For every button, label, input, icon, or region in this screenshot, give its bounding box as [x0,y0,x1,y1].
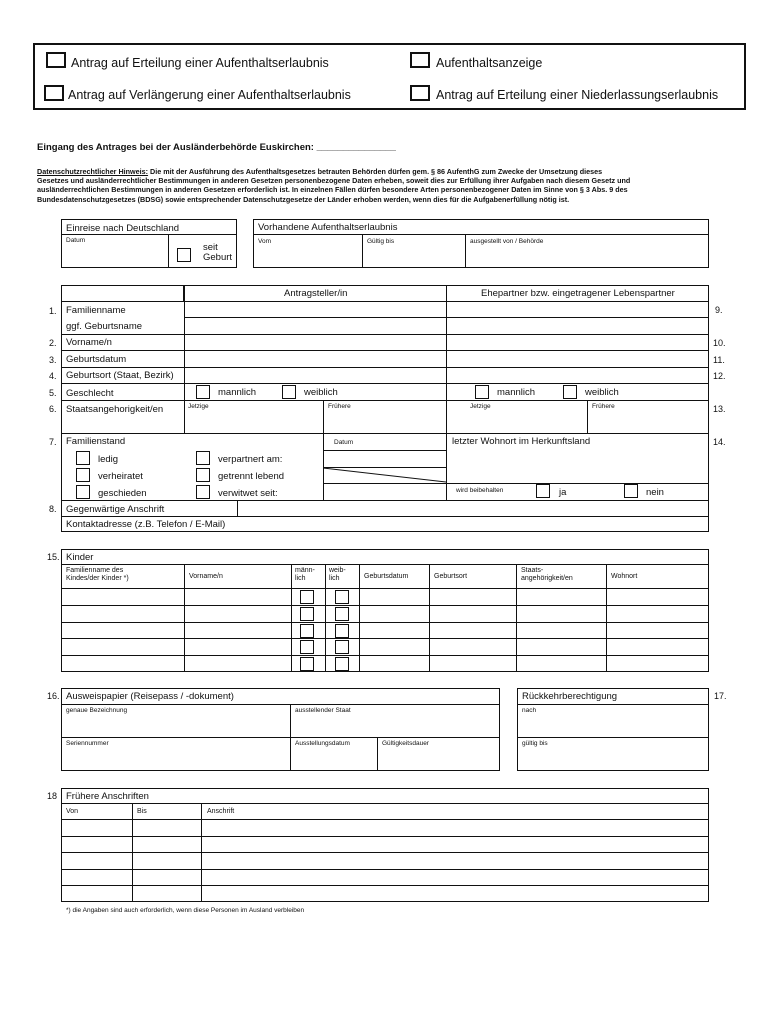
num-6: 6. [49,404,57,414]
num-12: 12. [713,371,726,381]
kinder-col-maennlich-b: lich [295,575,306,582]
getrennt-label: getrennt lebend [218,471,285,482]
partner-jetzige: Jetzige [470,403,491,410]
num-3: 3. [49,355,57,365]
vorhandene-title: Vorhandene Aufenthaltserlaubnis [258,222,398,233]
ausweis-datum: Ausstellungsdatum [295,740,350,747]
checkbox-verlaengerung[interactable] [44,85,64,101]
checkbox-ledig[interactable] [76,451,90,465]
num-5: 5. [49,388,57,398]
antrag-maennlich-label: mannlich [218,387,257,398]
geburt-label: Geburt [203,252,233,263]
ausweis-seriennummer: Seriennummer [66,740,109,747]
seit-label: seit [203,242,218,253]
datenschutz-hinweis [37,167,733,204]
verwitwet-label: verwitwet seit: [218,488,278,499]
einreise-title: Einreise nach Deutschland [66,223,180,234]
geschieden-label: geschieden [98,488,147,499]
datenschutz-line3: ausländerrechtlichen Bestimmungen in anderen Gesetzen erforderlich ist. In einzelnen Fällen dürfen besondere Arten personenbezogener Daten im Sinne von § 3 Abs. 9 des [37,185,628,195]
eingang-line: Eingang des Antrages bei der Ausländerbehörde Euskirchen: _______________ [37,142,396,153]
label-verlaengerung: Antrag auf Verlängerung einer Aufenthaltserlaubnis [68,88,351,102]
num-9: 9. [715,305,723,315]
label-geschlecht: Geschlecht [66,388,114,399]
gueltig-bis-label: Gültig bis [367,238,395,245]
col-bis: Bis [137,808,147,815]
checkbox-verpartnert[interactable] [196,451,210,465]
checkbox-antrag-weiblich[interactable] [282,385,296,399]
num-17: 17. [714,691,727,701]
label-erteilung: Antrag auf Erteilung einer Aufenthaltserlaubnis [71,56,329,70]
label-geburtsname: ggf. Geburtsname [66,321,143,332]
kind5-weiblich-checkbox[interactable] [335,657,349,671]
col-antragsteller: Antragsteller/in [284,288,348,299]
nein-label: nein [646,487,664,498]
datenschutz-line4: Bundesdatenschutzgesetzes (BDSG) sowie entsprechender Datenschutzgesetze der Länder erhoben werden, wenn dies für die Aufgabenerfüllung nötig ist. [37,194,570,204]
kinder-col-staat-a: Staats- [521,567,544,574]
num-2: 2. [49,338,57,348]
kind4-maennlich-checkbox[interactable] [300,640,314,654]
vom-label: Vom [258,238,272,245]
num-4: 4. [49,371,57,381]
kinder-col-weiblich-a: weib- [329,567,346,574]
antrag-jetzige: Jetzige [188,403,209,410]
kinder-col-wohnort: Wohnort [611,573,638,580]
label-familienstand: Familienstand [66,436,126,447]
beibehalten-label: wird beibehalten [456,487,504,494]
kinder-col-staat-b: angehörigkeit/en [521,575,573,582]
checkbox-verheiratet[interactable] [76,468,90,482]
num-10: 10. [713,338,726,348]
checkbox-beibehalten-nein[interactable] [624,484,638,498]
kind1-weiblich-checkbox[interactable] [335,590,349,604]
col-ehepartner: Ehepartner bzw. eingetragener Lebenspartner [481,288,675,299]
num-18: 18 [47,791,58,801]
label-familienname: Familienname [66,305,126,316]
num-11: 11. [713,355,725,365]
checkbox-getrennt[interactable] [196,468,210,482]
label-kontaktadresse: Kontaktadresse (z.B. Telefon / E-Mail) [66,519,226,530]
num-15: 15. [47,552,60,562]
label-staatsangehoerigkeit: Staatsangehorigkeit/en [66,404,164,415]
datenschutz-line2: Gesetzes und ausländerrechtlicher Bestimmungen in anderen Gesetzen personenbezogene Daten erheben, soweit dies zur Erfüllung ihrer Aufgaben nach diesem Gesetz und [37,176,631,186]
label-vorname: Vorname/n [66,337,112,348]
checkbox-geschieden[interactable] [76,485,90,499]
antrag-fruehere: Frühere [328,403,351,410]
partner-maennlich-label: mannlich [497,387,536,398]
kinder-col-vorname: Vorname/n [189,573,223,580]
kinder-col-geburtsdatum: Geburtsdatum [364,573,409,580]
kinder-col-weiblich-b: lich [329,575,340,582]
checkbox-partner-maennlich[interactable] [475,385,489,399]
rueckkehr-gueltig: gültig bis [522,740,548,747]
einreise-datum-label: Datum [66,237,86,244]
label-aufenthaltsanzeige: Aufenthaltsanzeige [436,56,543,70]
num-7: 7. [49,437,57,447]
label-geburtsort: Geburtsort (Staat, Bezirk) [66,370,174,381]
num-14: 14. [713,437,726,447]
partner-weiblich-label: weiblich [585,387,619,398]
checkbox-antrag-maennlich[interactable] [196,385,210,399]
ausgestellt-label: ausgestellt von / Behörde [470,238,544,245]
checkbox-erteilung[interactable] [46,52,66,68]
label-geburtsdatum: Geburtsdatum [66,354,127,365]
kind2-weiblich-checkbox[interactable] [335,607,349,621]
kind5-maennlich-checkbox[interactable] [300,657,314,671]
ausweis-bezeichnung: genaue Bezeichnung [66,707,128,714]
fruehere-title: Frühere Anschriften [66,791,149,802]
col-von: Von [66,808,79,815]
checkbox-partner-weiblich[interactable] [563,385,577,399]
checkbox-aufenthaltsanzeige[interactable] [410,52,430,68]
label-anschrift: Gegenwärtige Anschrift [66,504,165,515]
checkbox-niederlassung[interactable] [410,85,430,101]
kind3-maennlich-checkbox[interactable] [300,624,314,638]
ledig-label: ledig [98,454,119,465]
num-16: 16. [47,691,60,701]
num-1: 1. [49,306,57,316]
antrag-weiblich-label: weiblich [304,387,338,398]
kinder-col-geburtsort: Geburtsort [434,573,468,580]
datenschutz-label: Datenschutzrechtlicher Hinweis: [37,167,149,176]
verpartnert-label: verpartnert am: [218,454,283,465]
kind4-weiblich-checkbox[interactable] [335,640,349,654]
kind2-maennlich-checkbox[interactable] [300,607,314,621]
footnote: *) die Angaben sind auch erforderlich, wenn diese Personen im Ausland verbleiben [66,907,305,914]
partner-fruehere: Frühere [592,403,615,410]
col-anschrift: Anschrift [207,808,235,815]
kinder-col-familienname-a: Familienname des [66,567,124,574]
ausweis-staat: ausstellender Staat [295,707,351,714]
ausweis-title: Ausweispapier (Reisepass / -dokument) [66,691,234,702]
checkbox-verwitwet[interactable] [196,485,210,499]
kind1-maennlich-checkbox[interactable] [300,590,314,604]
ausweis-dauer: Gültigkeitsdauer [382,740,429,747]
num-8: 8. [49,504,57,514]
num-13: 13. [713,404,726,414]
kinder-title: Kinder [66,552,94,563]
verheiratet-label: verheiratet [98,471,143,482]
kinder-col-maennlich-a: männ- [295,567,315,574]
rueckkehr-nach: nach [522,707,537,714]
rueckkehr-title: Rückkehrberechtigung [522,691,618,702]
familienstand-datum: Datum [334,439,354,446]
kinder-table [61,549,709,672]
wohnort-herkunft-label: letzter Wohnort im Herkunftsland [452,436,591,447]
checkbox-beibehalten-ja[interactable] [536,484,550,498]
checkbox-seit-geburt[interactable] [177,248,191,262]
label-niederlassung: Antrag auf Erteilung einer Niederlassungserlaubnis [436,88,719,102]
kinder-col-familienname-b: Kindes/der Kinder *) [66,575,129,582]
kind3-weiblich-checkbox[interactable] [335,624,349,638]
datenschutz-line1: Die mit der Ausführung des Aufenthaltsgesetzes betrauten Behörden dürfen gem. § 86 AufenthG zum Zwecke der Umsetzung dieses [150,167,603,176]
ja-label: ja [559,487,567,498]
